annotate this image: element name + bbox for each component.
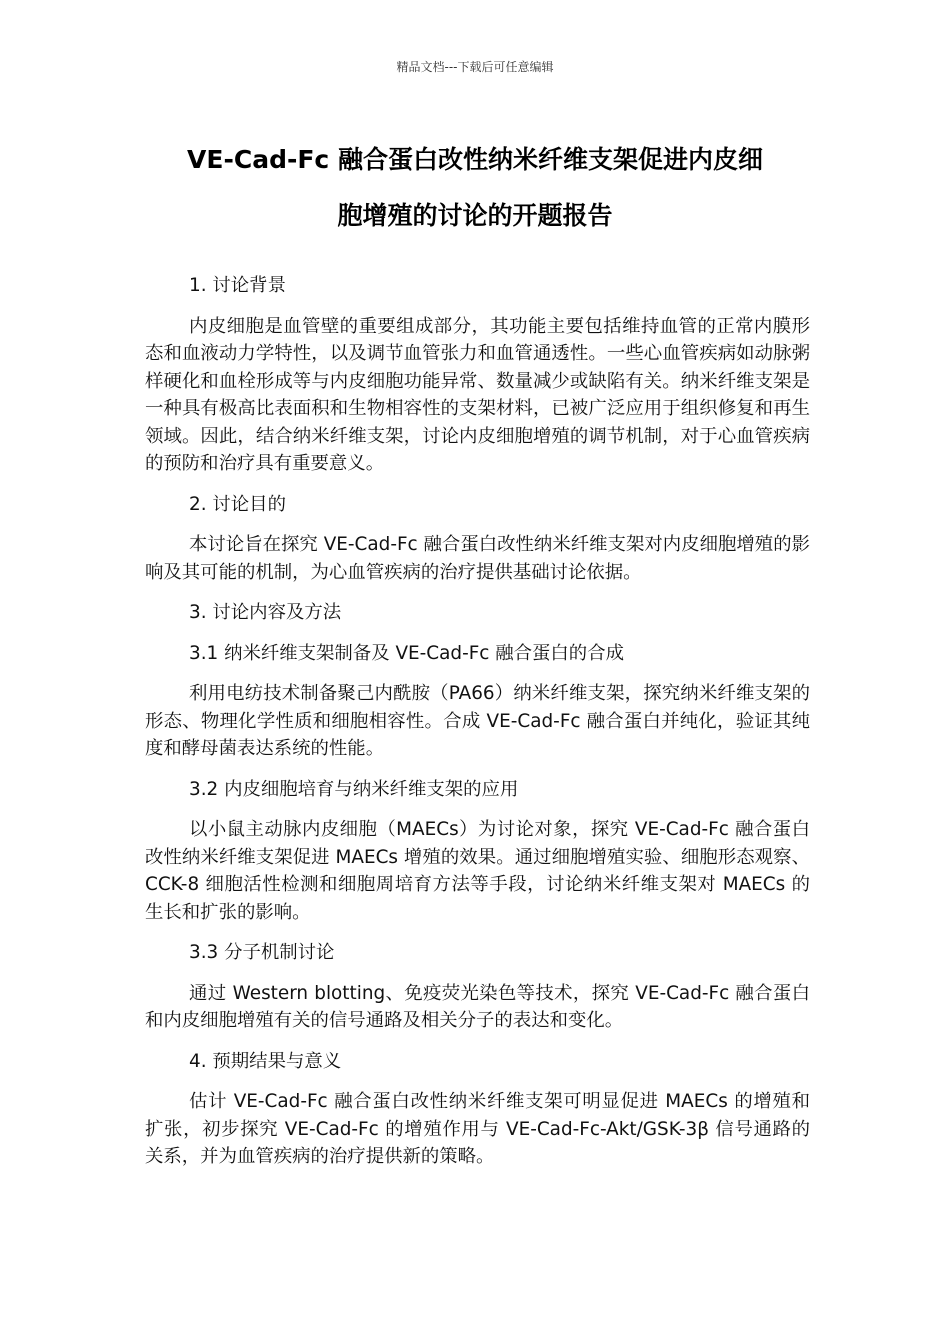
- section-3-2-heading: 3.2 内皮细胞培育与纳米纤维支架的应用: [189, 778, 519, 800]
- section-4-heading: 4. 预期结果与意义: [189, 1050, 342, 1072]
- section-1-heading: 1. 讨论背景: [189, 275, 286, 296]
- page-header: 精品文档---下载后可任意编辑: [396, 60, 554, 74]
- title-line-1: VE-Cad-Fc 融合蛋白改性纳米纤维支架促进内皮细: [187, 145, 763, 174]
- section-2-heading: 2. 讨论目的: [189, 493, 286, 515]
- section-1-paragraph: 内皮细胞是血管壁的重要组成部分，其功能主要包括维持血管的正常内膜形态和血液动力学特性，以及调节血管张力和血管通透性。一些心血管疾病如动脉粥样硬化和血栓形成等与内皮细胞功能异常、数量减少或缺陷有关。纳米纤维支架是一种具有极高比表面积和生物相容性的支架材料，已被广泛应用于组织修复和再生领域。因此，结合纳米纤维支架，讨论内皮细胞增殖的调节机制，对于心血管疾病的预防和治疗具有重要意义。: [145, 315, 810, 474]
- section-3-1-paragraph: 利用电纺技术制备聚己内酰胺（PA66）纳米纤维支架，探究纳米纤维支架的形态、物理化学性质和细胞相容性。合成 VE-Cad-Fc 融合蛋白并纯化，验证其纯度和酵母菌表达系统的性能。: [145, 683, 810, 759]
- section-4-paragraph: 估计 VE-Cad-Fc 融合蛋白改性纳米纤维支架可明显促进 MAECs 的增殖和扩张，初步探究 VE-Cad-Fc 的增殖作用与 VE-Cad-Fc-Akt/GSK-3β 信号通路的关系，并为血管疾病的治疗提供新的策略。: [145, 1091, 810, 1167]
- section-3-3-paragraph: 通过 Western blotting、免疫荧光染色等技术，探究 VE-Cad-Fc 融合蛋白和内皮细胞增殖有关的信号通路及相关分子的表达和变化。: [145, 982, 810, 1031]
- document-body: [145, 272, 810, 1184]
- section-3-1-heading: 3.1 纳米纤维支架制备及 VE-Cad-Fc 融合蛋白的合成: [189, 642, 624, 664]
- title-line-2: 胞增殖的讨论的开题报告: [337, 201, 613, 230]
- section-3-heading: 3. 讨论内容及方法: [189, 602, 342, 623]
- section-3-2-paragraph: 以小鼠主动脉内皮细胞（MAECs）为讨论对象，探究 VE-Cad-Fc 融合蛋白改性纳米纤维支架促进 MAECs 增殖的效果。通过细胞增殖实验、细胞形态观察、CCK-8 细胞活性检测和细胞周培育方法等手段，讨论纳米纤维支架对 MAECs 的生长和扩张的影响。: [145, 819, 810, 923]
- section-2-paragraph: 本讨论旨在探究 VE-Cad-Fc 融合蛋白改性纳米纤维支架对内皮细胞增殖的影响及其可能的机制，为心血管疾病的治疗提供基础讨论依据。: [145, 534, 810, 583]
- section-3-3-heading: 3.3 分子机制讨论: [189, 942, 335, 963]
